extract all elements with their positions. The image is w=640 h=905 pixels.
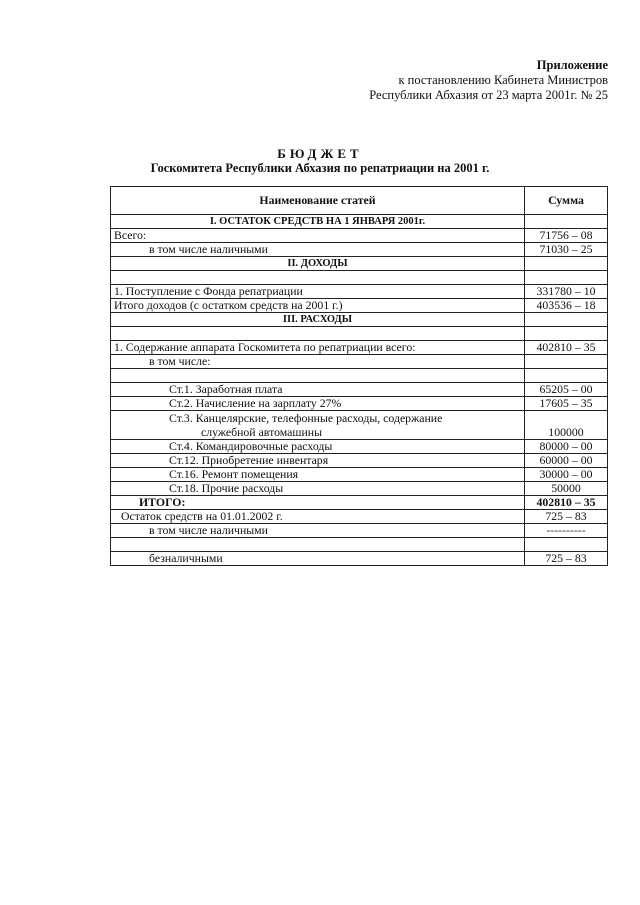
table-row	[111, 454, 608, 468]
row-value: 30000 – 00	[525, 468, 608, 482]
row-label: 1. Поступление с Фонда репатриации	[111, 285, 525, 299]
document-title: БЮДЖЕТ	[277, 146, 363, 161]
row-label: Ст.4. Командировочные расходы	[111, 440, 525, 454]
table-header-row	[111, 187, 608, 215]
table-row	[111, 397, 608, 411]
row-value: 50000	[525, 482, 608, 496]
row-label-multiline	[111, 411, 525, 440]
total-row	[111, 496, 608, 510]
table-row	[111, 243, 608, 257]
table-row	[111, 552, 608, 566]
total-value: 402810 – 35	[525, 496, 608, 510]
row-value: 725 – 83	[525, 510, 608, 524]
row-value: 17605 – 35	[525, 397, 608, 411]
table-row	[111, 229, 608, 243]
row-value: 65205 – 00	[525, 383, 608, 397]
table-row	[111, 524, 608, 538]
row-value: 71030 – 25	[525, 243, 608, 257]
row-label: Итого доходов (с остатком средств на 2001 г.)	[111, 299, 525, 313]
table-row	[111, 383, 608, 397]
table-row	[111, 510, 608, 524]
row-label: в том числе наличными	[111, 524, 525, 538]
table-row	[111, 285, 608, 299]
document-subtitle: Госкомитета Республики Абхазия по репатриации на 2001 г.	[150, 161, 490, 175]
approval-header	[369, 58, 608, 103]
table-row	[111, 468, 608, 482]
row-label-line-2: служебной автомашины	[201, 425, 323, 439]
row-label: в том числе наличными	[111, 243, 525, 257]
total-label: ИТОГО:	[111, 496, 525, 510]
row-value: 402810 – 35	[525, 341, 608, 355]
row-label: 1. Содержание аппарата Госкомитета по репатриации всего:	[111, 341, 525, 355]
budget-table	[110, 186, 608, 566]
row-value: 403536 – 18	[525, 299, 608, 313]
table-row	[111, 482, 608, 496]
section-row	[111, 215, 608, 229]
row-value: 100000	[525, 411, 608, 440]
section-heading-balance: I. ОСТАТОК СРЕДСТВ НА 1 ЯНВАРЯ 2001г.	[111, 215, 525, 229]
table-row	[111, 355, 608, 369]
row-label: Ст.12. Приобретение инвентаря	[111, 454, 525, 468]
section-heading-income: II. ДОХОДЫ	[111, 257, 525, 271]
section-heading-expenses: III. РАСХОДЫ	[111, 313, 525, 327]
row-value: 725 – 83	[525, 552, 608, 566]
row-label: Ст.2. Начисление на зарплату 27%	[111, 397, 525, 411]
column-header-sum: Сумма	[525, 187, 608, 215]
table-row	[111, 299, 608, 313]
table-row	[111, 411, 608, 440]
row-label: в том числе:	[111, 355, 525, 369]
decree-line-1: к постановлению Кабинета Министров	[398, 73, 608, 87]
section-row	[111, 313, 608, 327]
column-header-name: Наименование статей	[111, 187, 525, 215]
row-label: Ст.16. Ремонт помещения	[111, 468, 525, 482]
row-label-line-1: Ст.3. Канцелярские, телефонные расходы, содержание	[169, 411, 443, 425]
row-value: 60000 – 00	[525, 454, 608, 468]
decree-line-2: Республики Абхазия от 23 марта 2001г. № 25	[369, 88, 608, 102]
row-label: Ст.1. Заработная плата	[111, 383, 525, 397]
appendix-title: Приложение	[536, 58, 608, 72]
row-label: безналичными	[111, 552, 525, 566]
row-label: Ст.18. Прочие расходы	[111, 482, 525, 496]
section-row	[111, 257, 608, 271]
row-label: Остаток средств на 01.01.2002 г.	[111, 510, 525, 524]
row-value: 71756 – 08	[525, 229, 608, 243]
row-value: 80000 – 00	[525, 440, 608, 454]
table-row	[111, 341, 608, 355]
row-label: Всего:	[111, 229, 525, 243]
row-value: 331780 – 10	[525, 285, 608, 299]
table-row	[111, 440, 608, 454]
row-value: ----------	[525, 524, 608, 538]
